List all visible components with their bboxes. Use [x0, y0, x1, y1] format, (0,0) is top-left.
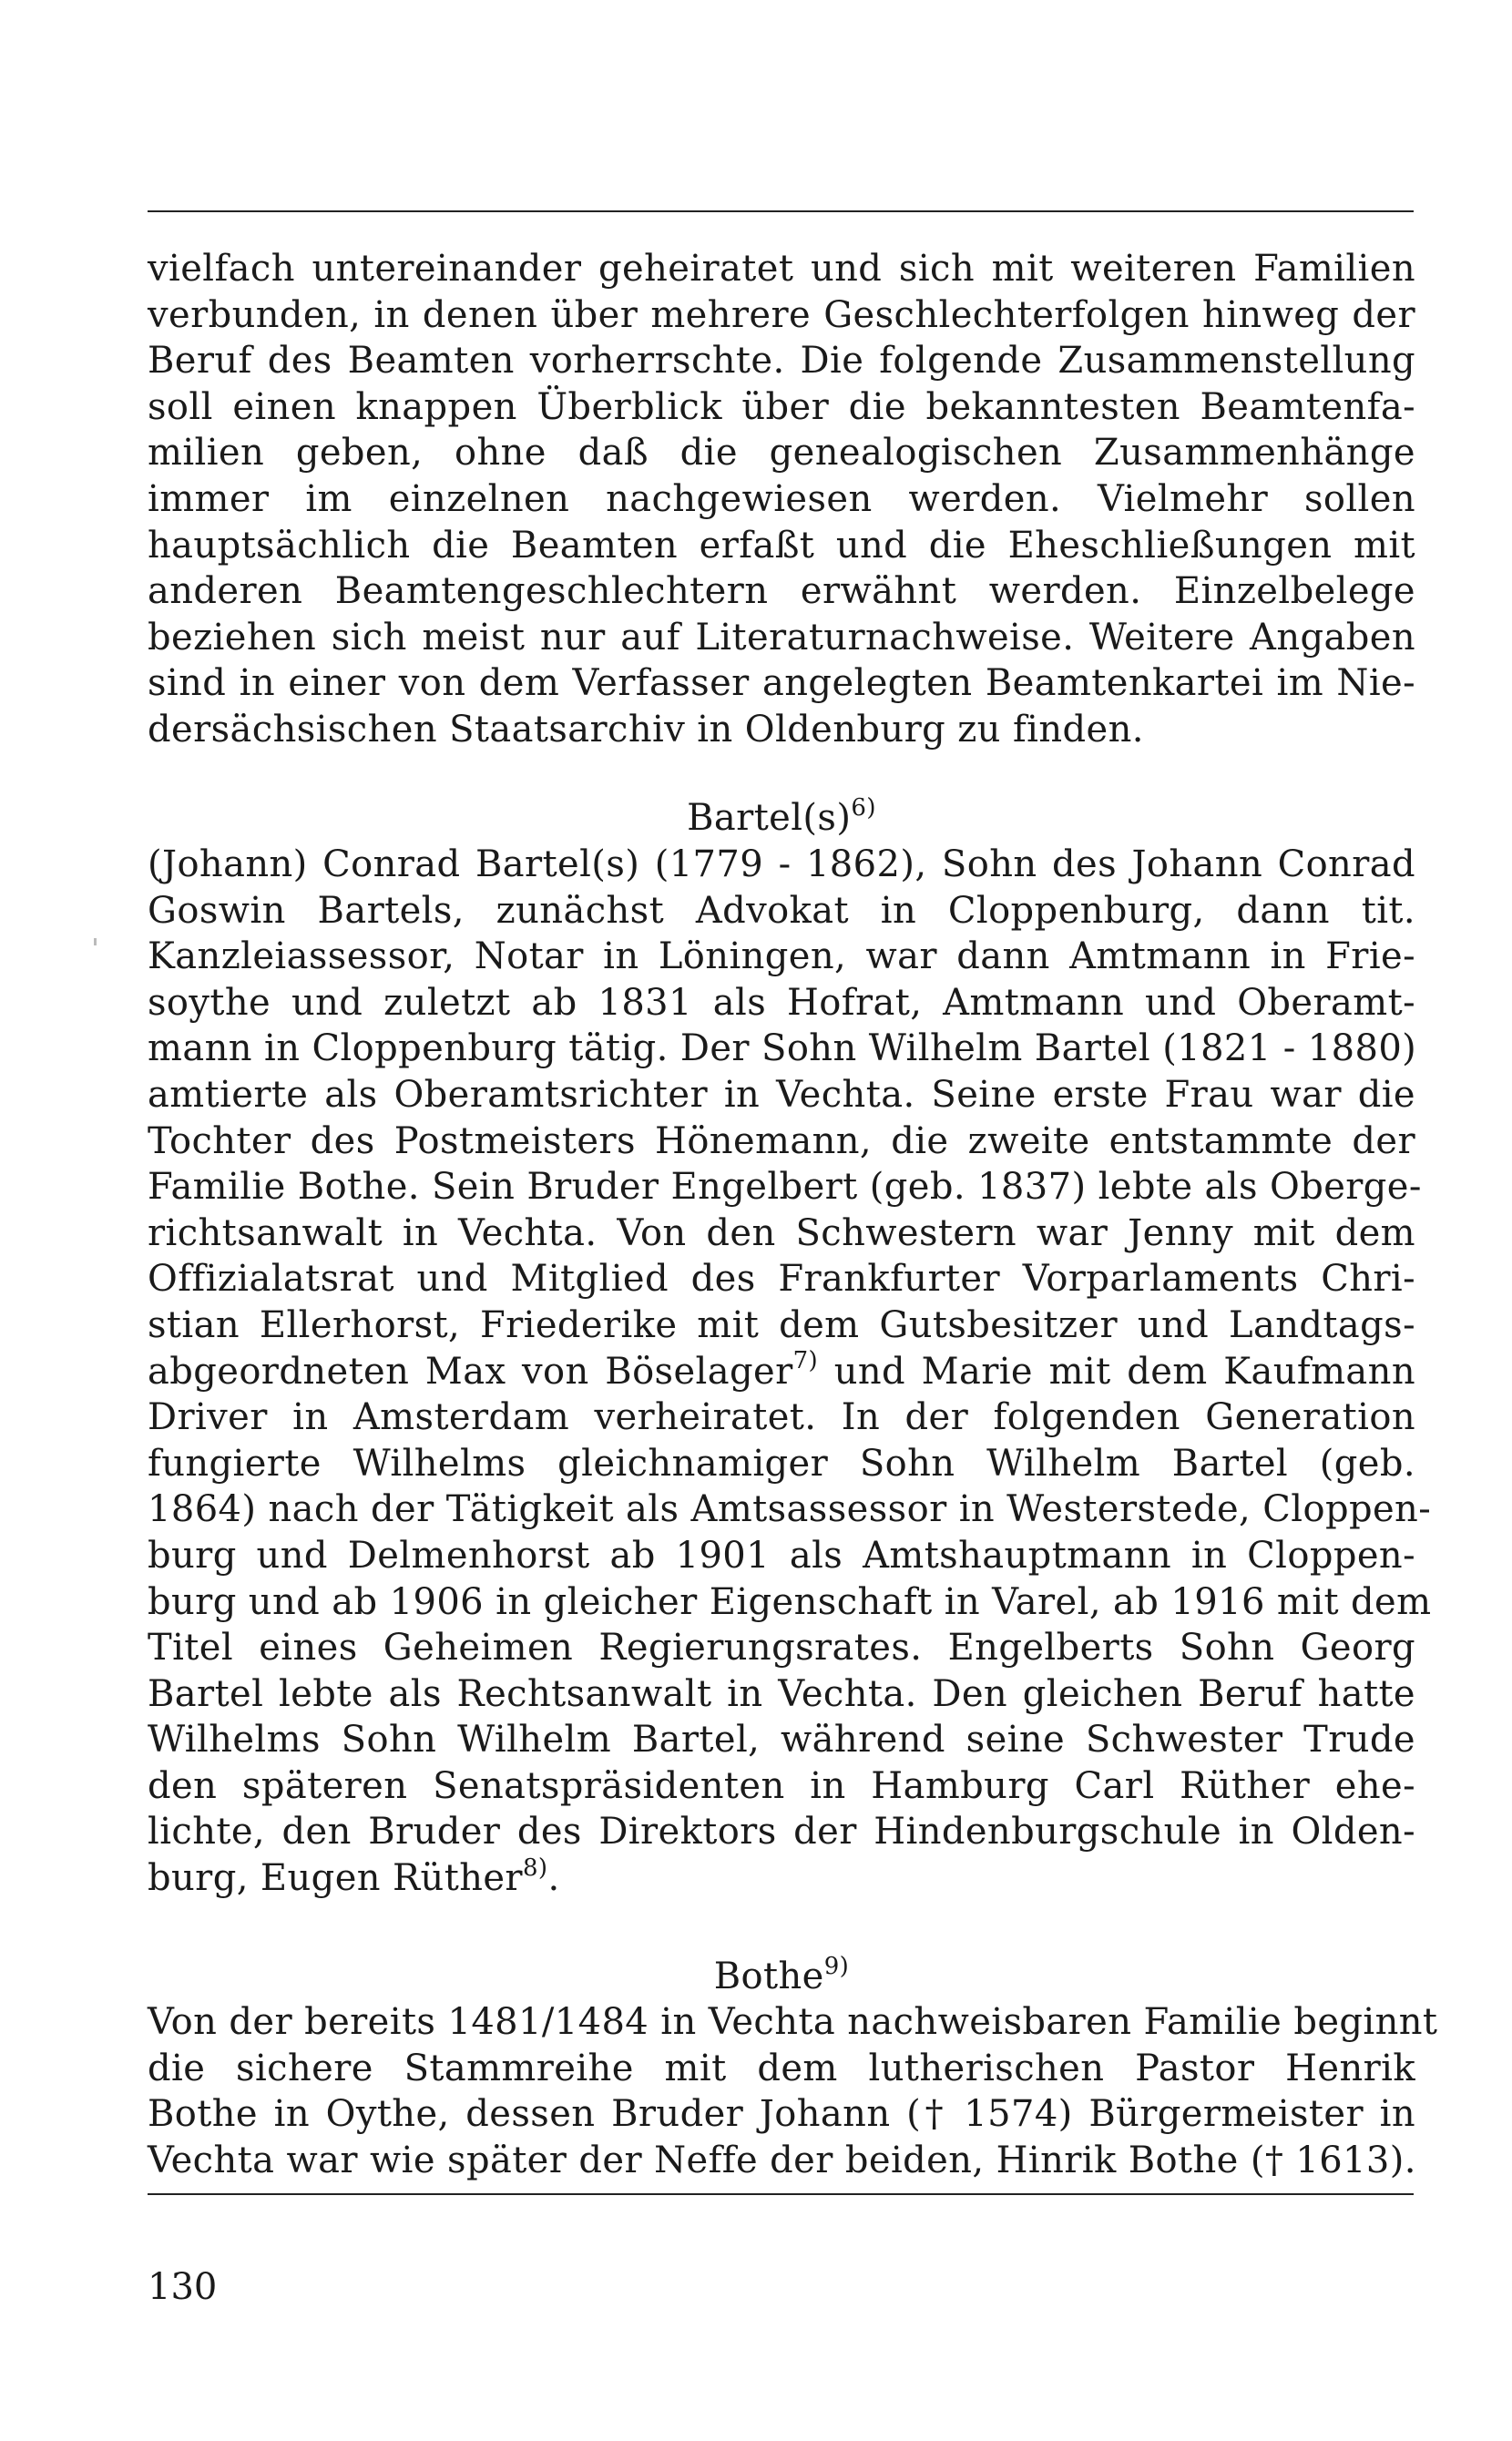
- text-line: mann in Cloppenburg tätig. Der Sohn Wilhelm Bartel (1821 - 1880): [148, 1027, 1417, 1070]
- section-heading-bothe: [148, 1954, 1415, 1999]
- text-line: [148, 1855, 1415, 1902]
- text-line: sind in einer von dem Verfasser angelegten Beamtenkartei im Nie-: [148, 662, 1415, 705]
- text-line: milien geben, ohne daß die genealogischen Zusammenhänge: [148, 432, 1415, 475]
- text-line: vielfach untereinander geheiratet und sich mit weiteren Familien: [148, 248, 1415, 290]
- bottom-rule: [148, 2193, 1414, 2195]
- text-line: Goswin Bartels, zunächst Advokat in Cloppenburg, dann tit.: [148, 889, 1415, 932]
- text-fragment: und Marie mit dem Kaufmann: [818, 1350, 1415, 1393]
- paragraph-intro: [148, 246, 1415, 753]
- text-line: anderen Beamtengeschlechtern erwähnt werden. Einzelbelege: [148, 570, 1415, 613]
- text-fragment: burg, Eugen Rüther: [148, 1857, 523, 1900]
- paragraph-bartel: [148, 842, 1432, 1902]
- text-line: Von der bereits 1481/1484 in Vechta nachweisbaren Familie beginnt: [148, 2001, 1438, 2043]
- text-line: burg und ab 1906 in gleicher Eigenschaft in Varel, ab 1916 mit dem: [148, 1580, 1432, 1623]
- text-line: Offizialatsrat und Mitglied des Frankfurter Vorparlaments Chri-: [148, 1258, 1415, 1301]
- text-line: Titel eines Geheimen Regierungsrates. Engelberts Sohn Georg: [148, 1627, 1415, 1670]
- text-line: stian Ellerhorst, Friederike mit dem Gutsbesitzer und Landtags-: [148, 1303, 1415, 1346]
- page-number: 130: [148, 2266, 218, 2308]
- heading-text: Bartel(s): [687, 797, 852, 839]
- text-line: amtierte als Oberamtsrichter in Vechta. Seine erste Frau war die: [148, 1073, 1415, 1116]
- text-line: lichte, den Bruder des Direktors der Hindenburgschule in Olden-: [148, 1811, 1415, 1854]
- text-line: Beruf des Beamten vorherrschte. Die folgende Zusammenstellung: [148, 340, 1415, 383]
- top-rule: [148, 210, 1414, 212]
- footnote-marker: 7): [792, 1347, 819, 1375]
- text-line: soythe und zuletzt ab 1831 als Hofrat, Amtmann und Oberamt-: [148, 981, 1415, 1024]
- section-heading-bartel: [148, 795, 1415, 841]
- text-line: Bothe in Oythe, dessen Bruder Johann († 1574) Bürgermeister in: [148, 2093, 1415, 2136]
- text-line: verbunden, in denen über mehrere Geschlechterfolgen hinweg der: [148, 293, 1415, 336]
- text-line: hauptsächlich die Beamten erfaßt und die Eheschließungen mit: [148, 524, 1415, 567]
- text-line: fungierte Wilhelms gleichnamiger Sohn Wilhelm Bartel (geb.: [148, 1442, 1415, 1485]
- footnote-marker: 6): [851, 793, 876, 822]
- text-line: burg und Delmenhorst ab 1901 als Amtshauptmann in Cloppen-: [148, 1534, 1415, 1577]
- scan-mark: [94, 938, 97, 945]
- text-line: Tochter des Postmeisters Hönemann, die zweite entstammte der: [148, 1119, 1415, 1162]
- text-line: Bartel lebte als Rechtsanwalt in Vechta. Den gleichen Beruf hatte: [148, 1672, 1415, 1715]
- heading-text: Bothe: [713, 1956, 824, 1997]
- footnote-marker: 9): [823, 1952, 850, 1980]
- text-line: [148, 1349, 1415, 1395]
- text-line: dersächsischen Staatsarchiv in Oldenburg zu finden.: [148, 708, 1144, 751]
- text-line: richtsanwalt in Vechta. Von den Schwestern war Jenny mit dem: [148, 1211, 1415, 1254]
- text-line: Wilhelms Sohn Wilhelm Bartel, während seine Schwester Trude: [148, 1719, 1415, 1762]
- text-line: Familie Bothe. Sein Bruder Engelbert (geb. 1837) lebte als Oberge-: [148, 1166, 1422, 1209]
- footnote-marker: 8): [522, 1854, 548, 1882]
- text-line: Driver in Amsterdam verheiratet. In der folgenden Generation: [148, 1396, 1415, 1439]
- text-fragment: .: [547, 1857, 560, 1900]
- text-fragment: abgeordneten Max von Böselager: [148, 1350, 793, 1393]
- text-line: den späteren Senatspräsidenten in Hamburg Carl Rüther ehe-: [148, 1764, 1415, 1807]
- text-line: 1864) nach der Tätigkeit als Amtsassessor in Westerstede, Cloppen-: [148, 1488, 1432, 1531]
- paragraph-bothe: [148, 1999, 1438, 2183]
- text-line: beziehen sich meist nur auf Literaturnachweise. Weitere Angaben: [148, 616, 1415, 659]
- text-line: (Johann) Conrad Bartel(s) (1779 - 1862), Sohn des Johann Conrad: [148, 843, 1415, 885]
- text-line: Kanzleiassessor, Notar in Löningen, war dann Amtmann in Frie-: [148, 935, 1415, 978]
- text-line: soll einen knappen Überblick über die bekanntesten Beamtenfa-: [148, 385, 1415, 428]
- text-line: Vechta war wie später der Neffe der beiden, Hinrik Bothe († 1613).: [148, 2139, 1416, 2181]
- text-line: die sichere Stammreihe mit dem lutherischen Pastor Henrik: [148, 2047, 1415, 2089]
- text-line: immer im einzelnen nachgewiesen werden. Vielmehr sollen: [148, 477, 1415, 520]
